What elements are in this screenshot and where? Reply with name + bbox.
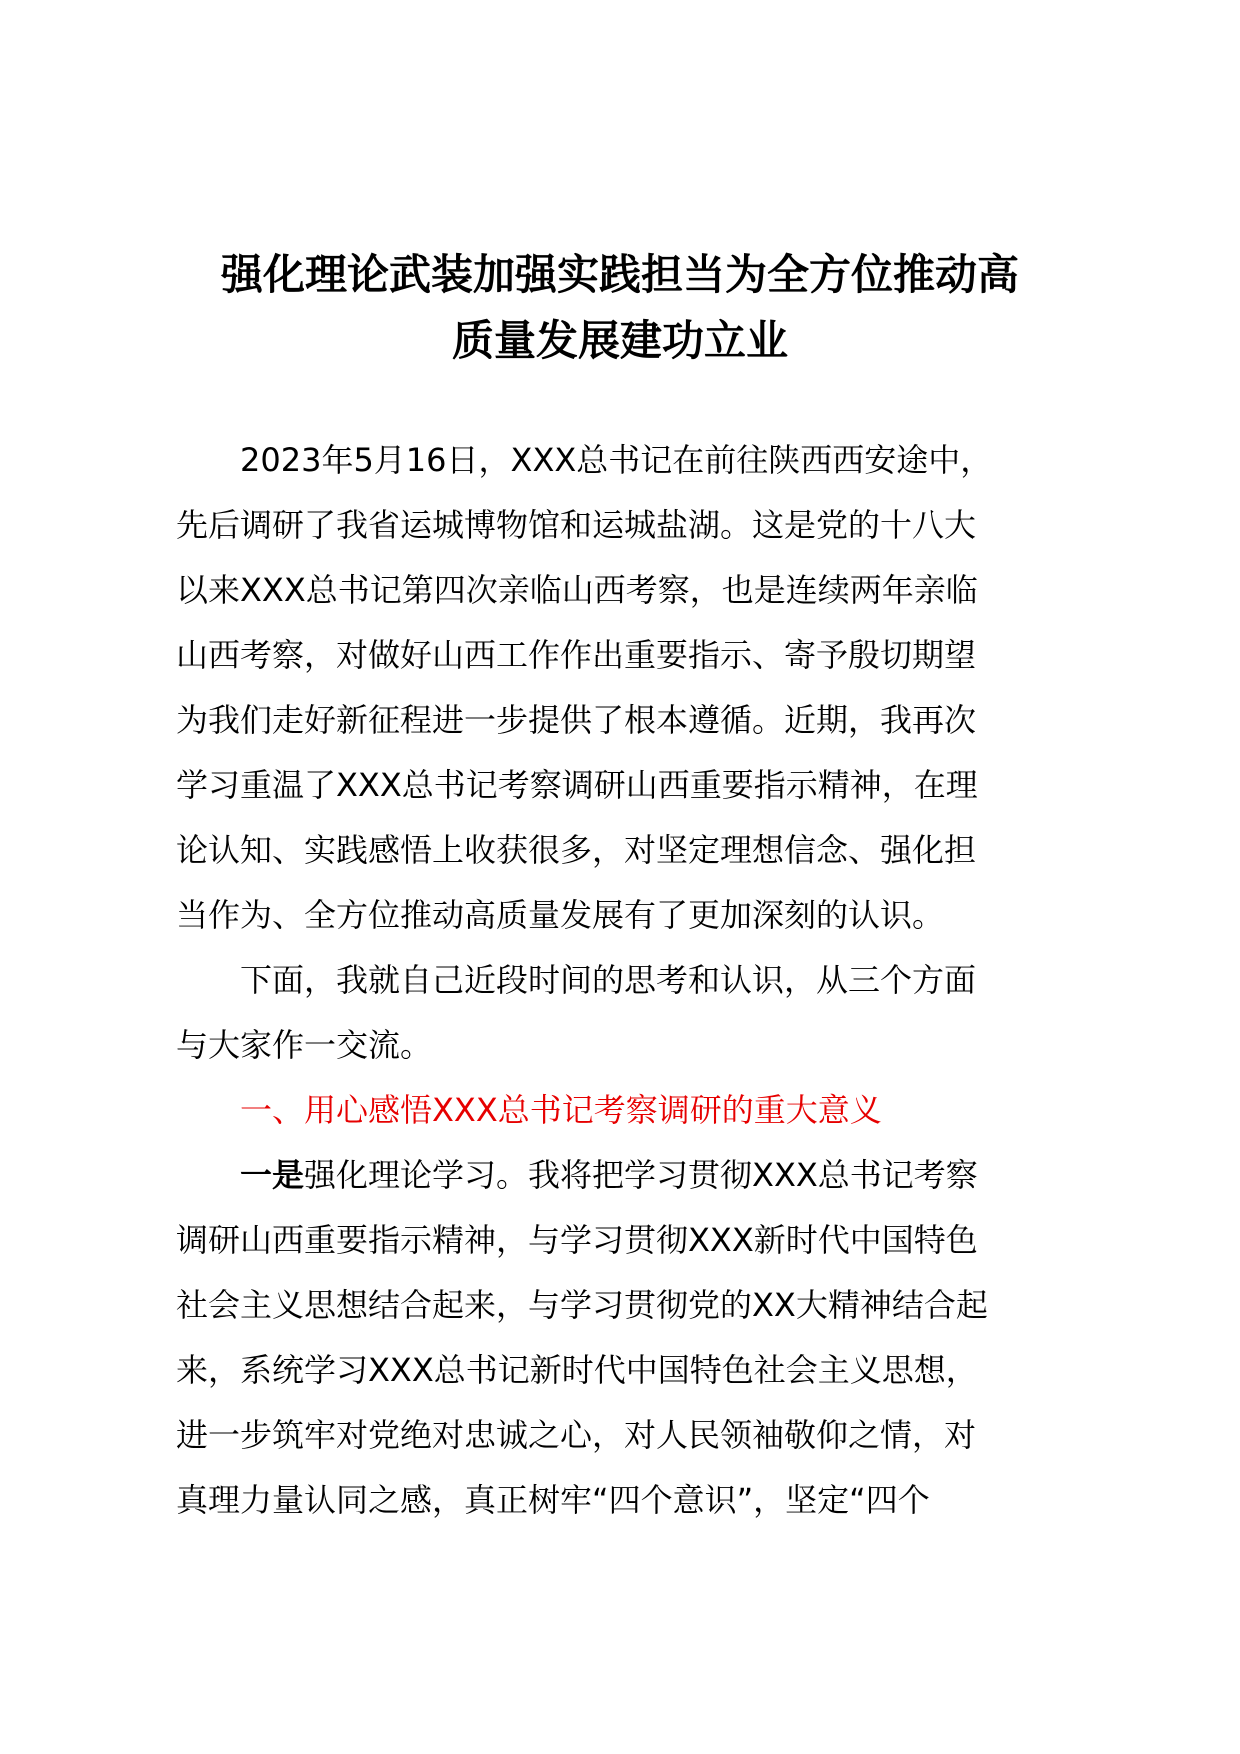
paragraph-1-line: 以来XXX总书记第四次亲临山西考察，也是连续两年亲临 <box>176 571 978 609</box>
paragraph-3-line: 进一步筑牢对党绝对忠诚之心，对人民领袖敬仰之情，对 <box>176 1416 977 1454</box>
paragraph-1-line: 当作为、全方位推动高质量发展有了更加深刻的认识。 <box>176 896 945 934</box>
document-title <box>130 242 1110 374</box>
paragraph-3-line: 社会主义思想结合起来，与学习贯彻党的XX大精神结合起 <box>176 1286 988 1324</box>
paragraph-2-line: 下面，我就自己近段时间的思考和认识，从三个方面 <box>240 961 977 999</box>
paragraph-1-line: 山西考察，对做好山西工作作出重要指示、寄予殷切期望 <box>176 636 977 674</box>
paragraph-3-line: 真理力量认同之感，真正树牢“四个意识”，坚定“四个 <box>176 1481 930 1519</box>
paragraph-3-lead: 一是 <box>240 1156 305 1194</box>
section-heading: 一、用心感悟XXX总书记考察调研的重大意义 <box>240 1091 882 1129</box>
title-line-2: 质量发展建功立业 <box>451 316 788 365</box>
paragraph-3-line: 调研山西重要指示精神，与学习贯彻XXX新时代中国特色 <box>176 1221 978 1259</box>
paragraph-2-line: 与大家作一交流。 <box>176 1026 433 1064</box>
paragraph-1-line: 论认知、实践感悟上收获很多，对坚定理想信念、强化担 <box>176 831 977 869</box>
paragraph-3-first-line <box>176 1143 1088 1208</box>
paragraph-1-line: 2023年5月16日，XXX总书记在前往陕西西安途中， <box>240 441 993 479</box>
document-body <box>176 428 1088 1533</box>
paragraph-1-line: 为我们走好新征程进一步提供了根本遵循。近期，我再次 <box>176 701 977 739</box>
paragraph-1-line: 先后调研了我省运城博物馆和运城盐湖。这是党的十八大 <box>176 506 977 544</box>
paragraph-3-first-line-text: 强化理论学习。我将把学习贯彻XXX总书记考察 <box>304 1156 978 1194</box>
title-line-1: 强化理论武装加强实践担当为全方位推动高 <box>220 250 1019 299</box>
paragraph-1-line: 学习重温了XXX总书记考察调研山西重要指示精神，在理 <box>176 766 978 804</box>
paragraph-3-line: 来，系统学习XXX总书记新时代中国特色社会主义思想， <box>176 1351 978 1389</box>
